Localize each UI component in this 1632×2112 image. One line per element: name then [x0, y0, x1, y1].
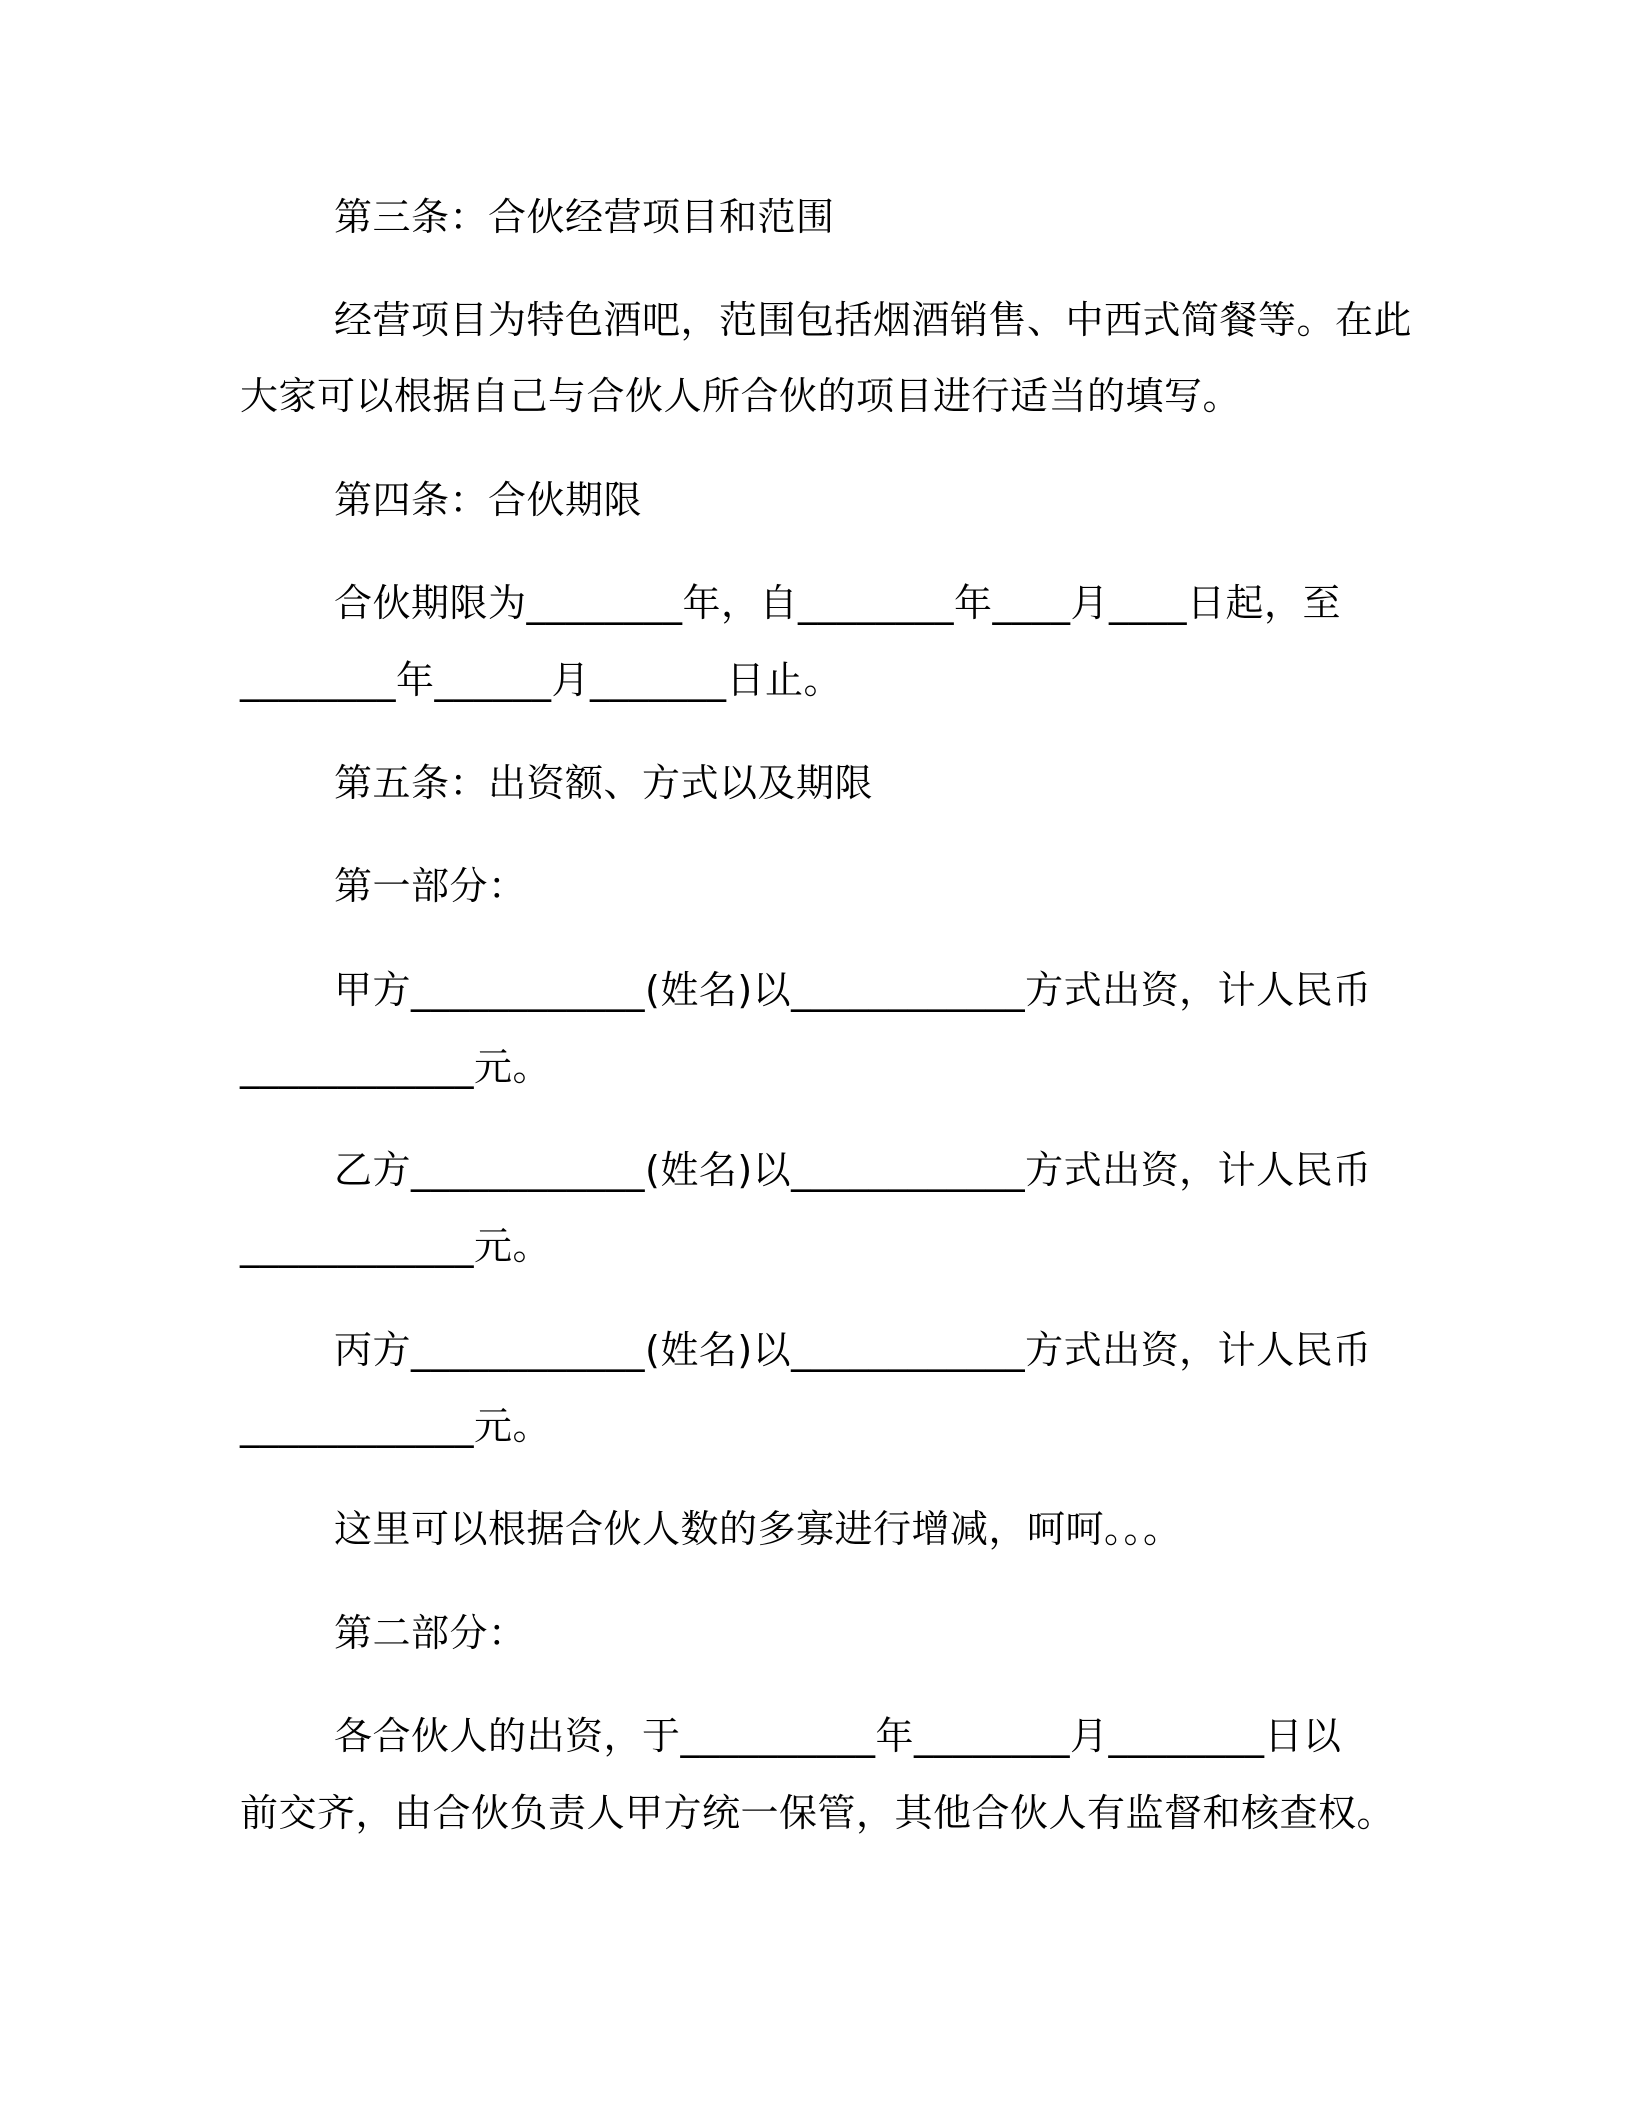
article-3-heading: 第三条：合伙经营项目和范围	[334, 195, 835, 239]
paragraph-line: 这里可以根据合伙人数的多寡进行增减，呵呵。。。	[334, 1507, 1182, 1551]
section-heading-part-2: 第二部分：	[334, 1611, 527, 1655]
article-5-heading: 第五条：出资额、方式以及期限	[334, 761, 874, 805]
article-4-heading: 第四条：合伙期限	[334, 478, 643, 522]
paragraph-line: 合伙期限为________年，自________年____月____日起，至	[334, 581, 1342, 625]
paragraph-line: ____________元。	[240, 1404, 552, 1448]
paragraph-line: ________年______月_______日止。	[240, 658, 843, 702]
paragraph-line: ____________元。	[240, 1224, 552, 1268]
paragraph-line: 经营项目为特色酒吧，范围包括烟酒销售、中西式简餐等。在此	[334, 298, 1413, 342]
paragraph-line: 各合伙人的出资，于__________年________月________日以	[334, 1714, 1342, 1758]
paragraph-line: 大家可以根据自己与合伙人所合伙的项目进行适当的填写。	[240, 374, 1242, 418]
paragraph-line: ____________元。	[240, 1045, 552, 1089]
section-heading-part-1: 第一部分：	[334, 864, 527, 908]
paragraph-line: 甲方____________(姓名)以____________方式出资，计人民币	[334, 968, 1372, 1012]
paragraph-line: 丙方____________(姓名)以____________方式出资，计人民币	[334, 1328, 1372, 1372]
paragraph-line: 前交齐，由合伙负责人甲方统一保管，其他合伙人有监督和核查权。	[240, 1791, 1396, 1835]
paragraph-line: 乙方____________(姓名)以____________方式出资，计人民币	[334, 1148, 1372, 1192]
